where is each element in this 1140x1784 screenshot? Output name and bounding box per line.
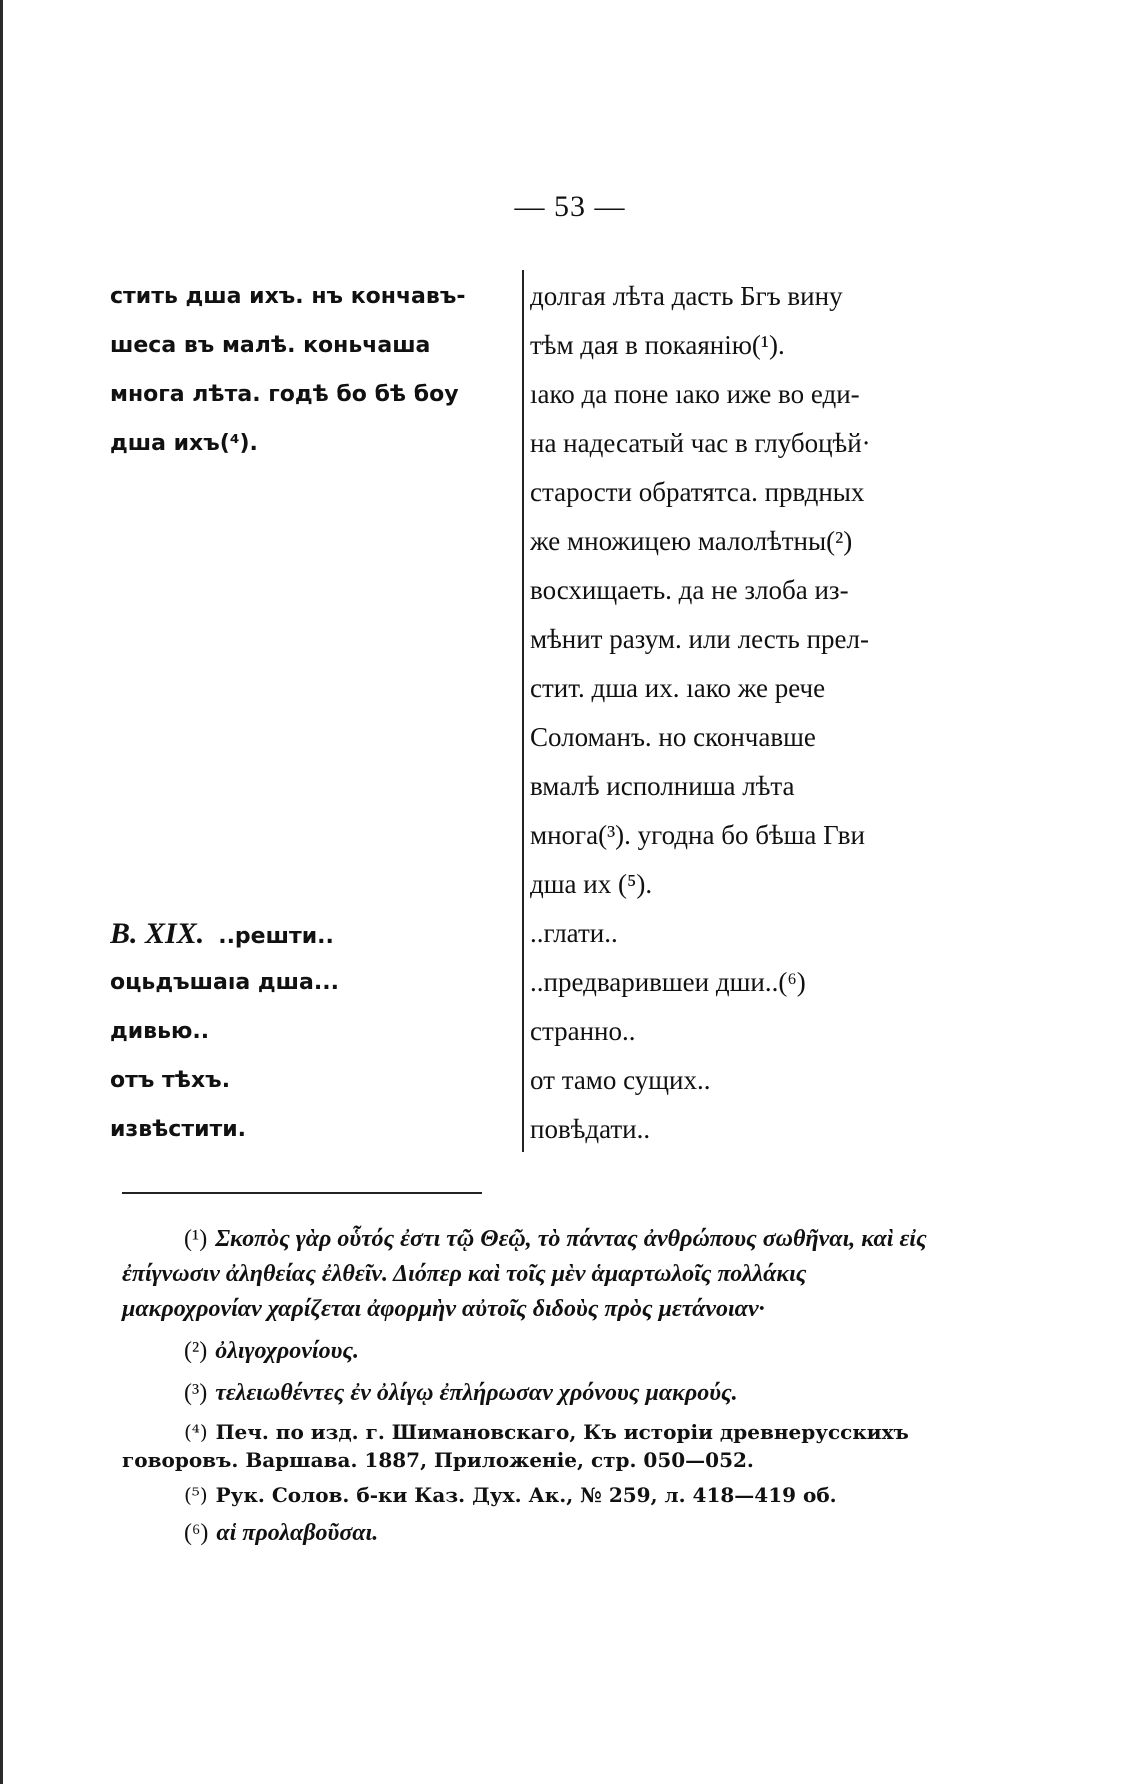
right-line: повѣдати.. [530, 1114, 651, 1144]
footnote-text: ὀλιγοχρονίους. [215, 1338, 360, 1364]
right-column [530, 272, 950, 1154]
footnote-text: τελειωθέντες ἐν ὀλίγῳ ἐπλήρωσαν χρόνους μακρούς. [215, 1380, 738, 1406]
right-line: от тамо сущих.. [530, 1065, 711, 1095]
left-line: стить дша ихъ. нъ кончавъ- [110, 284, 466, 309]
right-line: дша их (⁵). [530, 869, 653, 899]
footnote-text: Σκοπὸς γὰρ οὗτός ἐστι τῷ Θεῷ, τὸ πάντας ἀνθρώπους σωθῆναι, καὶ εἰς ἐπίγνωσιν ἀληθείας ἐλθεῖν. Διόπερ καὶ τοῖς μὲν ἁμαρτωλοῖς πολλάκις μακροχρονίαν χαρίζεται ἀφορμὴν αὐτοῖς διδοὺς πρὸς μετάνοιαν· [122, 1226, 927, 1322]
footnote-2 [122, 1334, 942, 1369]
footnote-6 [122, 1516, 942, 1551]
right-line: многа(³). угодна бо бѣша Гви [530, 820, 865, 850]
right-line: тѣм дая в покаянію(¹). [530, 330, 785, 360]
right-line: вмалѣ исполниша лѣта [530, 771, 795, 801]
footnotes [122, 1222, 942, 1558]
right-line: странно.. [530, 1016, 636, 1046]
footnote-4 [122, 1418, 942, 1474]
page-edge [0, 0, 3, 1784]
left-line: оцьдъшаıа дша... [110, 970, 339, 995]
footnote-text: Рук. Солов. б-ки Каз. Дух. Ак., № 259, л. 418—419 об. [215, 1483, 837, 1507]
right-line: Соломанъ. но скончавше [530, 722, 816, 752]
footnote-mark: (⁶) [184, 1520, 209, 1546]
left-line: извѣстити. [110, 1117, 247, 1142]
left-gap [110, 468, 515, 909]
right-line: ..глати.. [530, 918, 618, 948]
section-label: B. XIX. [110, 917, 205, 950]
footnote-mark: (²) [184, 1338, 208, 1364]
footnote-rule [122, 1192, 482, 1194]
column-divider [522, 270, 524, 1152]
footnote-mark: (³) [184, 1380, 208, 1406]
right-line: старости обратятса. првдных [530, 477, 865, 507]
footnote-mark: (⁵) [184, 1483, 208, 1507]
footnote-3 [122, 1376, 942, 1411]
page-number: — 53 — [514, 190, 626, 223]
footnote-text: Печ. по изд. г. Шимановскаго, Къ исторіи древнерусскихъ говоровъ. Варшава. 1887, Приложеніе, стр. 050—052. [122, 1420, 909, 1472]
left-line: шеса въ малѣ. коньчаша [110, 333, 431, 358]
footnote-mark: (⁴) [184, 1420, 208, 1444]
right-line: же множицею малолѣтны(²) [530, 526, 853, 556]
right-line: на надесатый час в глубоцѣй· [530, 428, 871, 458]
right-line: ıако да поне ıако иже во еди- [530, 379, 860, 409]
right-line: долгая лѣта дасть Бгъ вину [530, 281, 843, 311]
footnote-5 [122, 1481, 942, 1509]
left-column [110, 272, 515, 1154]
right-line: мѣнит разум. или лесть прел- [530, 624, 870, 654]
left-line: многа лѣта. годѣ бо бѣ боу [110, 382, 459, 407]
footnote-text: αἱ προλαβοῦσαι. [216, 1520, 379, 1546]
right-line: восхищаеть. да не злоба из- [530, 575, 849, 605]
footnote-1 [122, 1222, 942, 1327]
right-line: ..предварившеи дши..(⁶) [530, 967, 806, 997]
right-line: стит. дша их. ıако же рече [530, 673, 826, 703]
left-line-section [110, 909, 515, 958]
left-line: дша ихъ(⁴). [110, 431, 258, 456]
left-line-text: ..решти.. [218, 924, 334, 949]
footnote-mark: (¹) [184, 1226, 208, 1252]
left-line: дивью.. [110, 1019, 210, 1044]
left-line: отъ тѣхъ. [110, 1068, 231, 1093]
